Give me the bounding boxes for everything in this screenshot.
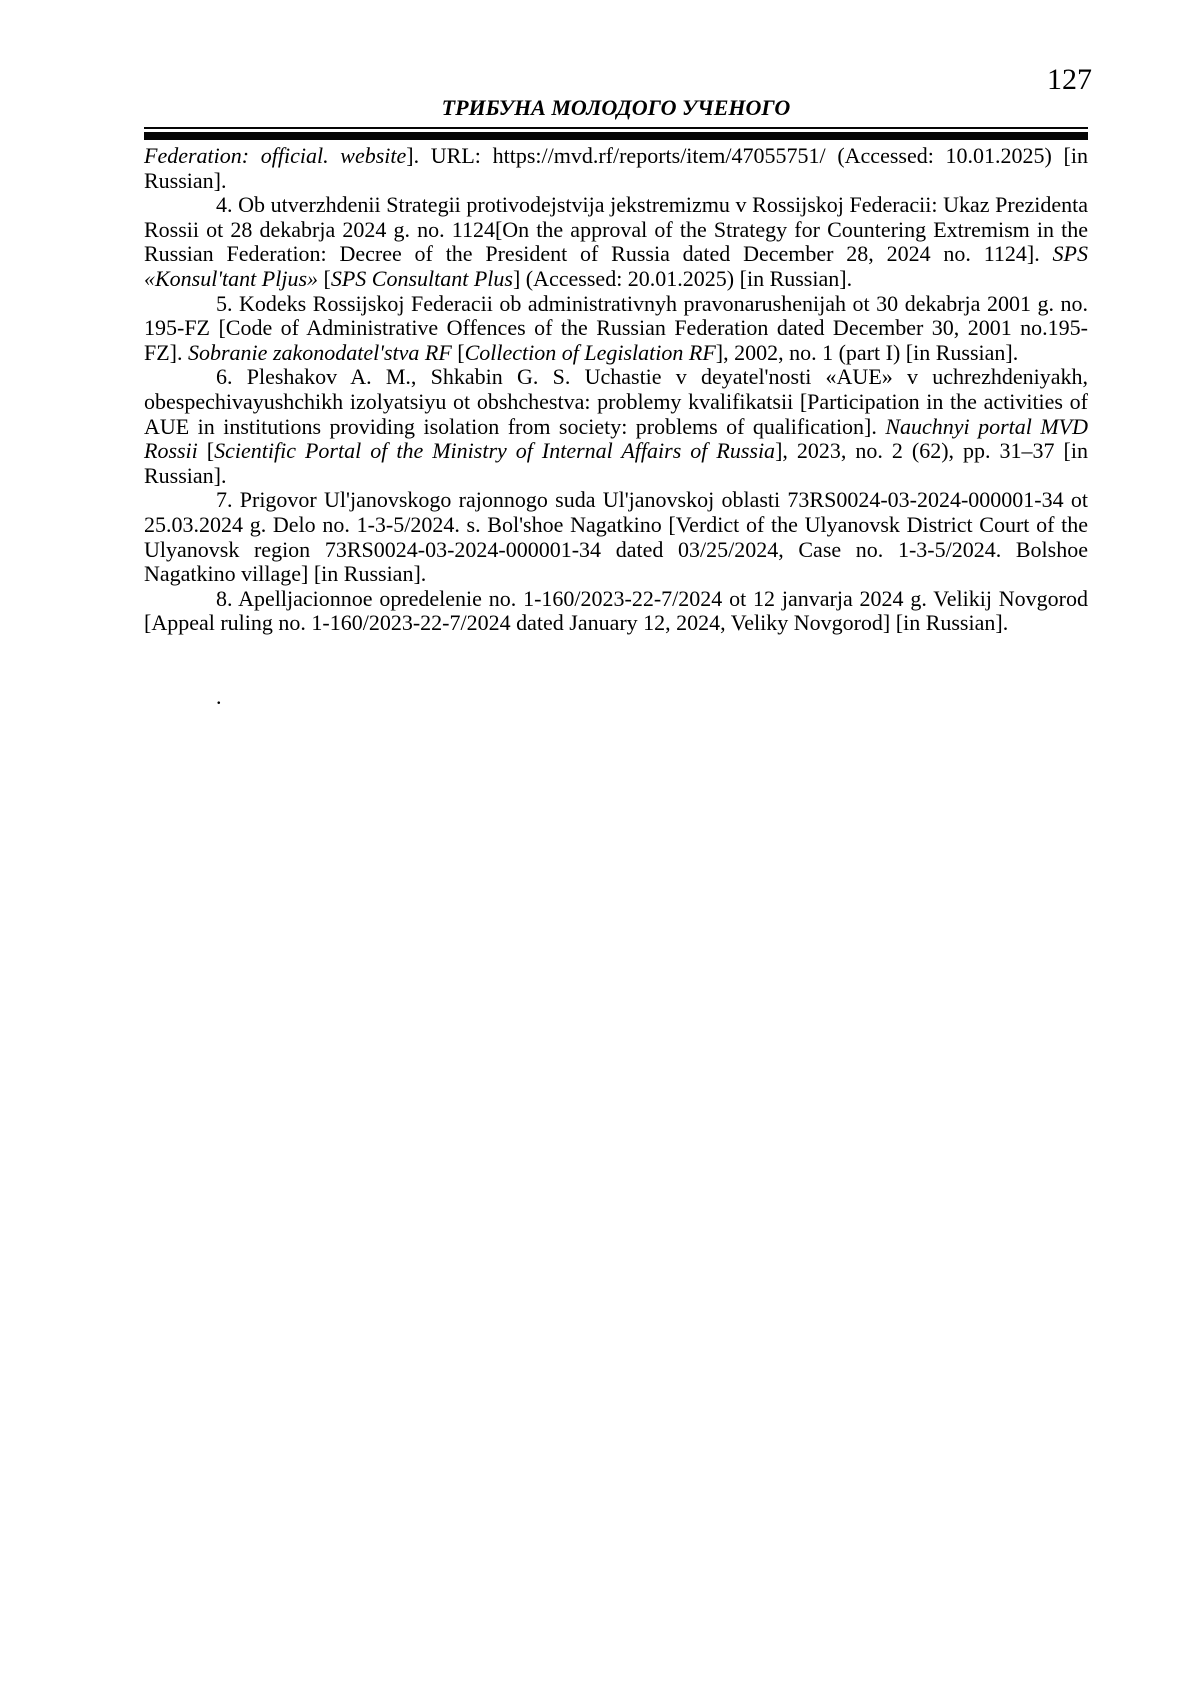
italic-text-run: Collection of Legislation RF — [464, 339, 716, 365]
text-run: ], 2002, no. 1 (part I) [in Russian]. — [715, 339, 1019, 365]
reference-continuation — [144, 144, 1088, 193]
italic-text-run: Scientific Portal of the Ministry of Internal Affairs of Russia — [214, 438, 776, 464]
text-run: 7. Prigovor Ul'janovskogo rajonnogo suda Ul'janovskoj oblasti 73RS0024-03-2024-000001-34 ot 25.03.2024 g. Delo no. 1-3-5/2024. s. Bol'shoe Nagatkino [Verdict of the Ulyanovsk District Court of the Ulyanovsk region 73RS0024-03-2024-000001-34 dated 03/25/2024, Case no. 1-3-5/2024. Bolshoe Nagatkino village] [in Russian]. — [144, 487, 1088, 587]
text-run: ]. URL: https://mvd.rf/reports/item/47055751/ (Accessed: 10.01.2025) [in Russian]. — [144, 143, 1088, 193]
text-run: 5. Kodeks Rossijskoj Federacii ob administrativnyh pravonarushenijah ot 30 dekabrja 2001 g. no. 195-FZ [Code of Administrative Offences of the Russian Federation dated December 30, 2001 no.195-FZ]. — [144, 290, 1088, 365]
text-run: [ — [197, 438, 215, 464]
reference-item-6 — [144, 365, 1088, 488]
running-header-title: ТРИБУНА МОЛОДОГО УЧЕНОГО — [441, 95, 791, 120]
text-run: 4. Ob utverzhdenii Strategii protivodejstvija jekstremizmu v Rossijskoj Federacii: Ukaz Prezidenta Rossii ot 28 dekabrja 2024 g. no. 1124[On the approval of the Strategy for Countering Extremism in the Russian Federation: Decree of the President of Russia dated December 28, 2024 no. 1124]. — [144, 192, 1088, 267]
page-number: 127 — [1047, 63, 1092, 96]
text-run: 8. Apelljacionnoe opredelenie no. 1-160/2023-22-7/2024 ot 12 janvarja 2024 g. Velikij Novgorod [Appeal ruling no. 1-160/2023-22-7/2024 dated January 12, 2024, Veliky Novgorod] [in Russian]. — [144, 585, 1088, 636]
reference-item-4 — [144, 193, 1088, 291]
italic-text-run: SPS Consultant Plus — [330, 265, 513, 291]
references-section — [144, 144, 1088, 709]
reference-item-7 — [144, 488, 1088, 586]
italic-text-run: Federation: official. website — [144, 143, 407, 168]
trailing-period — [144, 685, 1088, 710]
text-run: [ — [318, 265, 331, 291]
reference-item-8 — [144, 587, 1088, 636]
text-run: ] (Accessed: 20.01.2025) [in Russian]. — [512, 265, 853, 291]
italic-text-run: Sobranie zakonodatel'stva RF — [188, 339, 452, 365]
text-run: ], 2023, no. 2 (62), pp. 31–37 [in Russian]. — [144, 438, 1088, 488]
text-run: [ — [451, 339, 465, 365]
text-run: 6. Pleshakov A. M., Shkabin G. S. Uchastie v deyatel'nosti «AUE» v uchrezhdeniyakh, obespechivayushchikh izolyatsiyu ot obshchestva: problemy kvalifikatsii [Participation in the activities of AUE in institutions providing isolation from society: problems of qualification]. — [144, 364, 1088, 439]
text-run: . — [216, 683, 222, 709]
italic-text-run: Nauchnyi portal MVD Rossii — [144, 413, 1088, 464]
italic-text-run: SPS «Konsul'tant Pljus» — [144, 241, 1088, 291]
header-divider-rule — [144, 127, 1088, 140]
reference-item-5 — [144, 292, 1088, 366]
